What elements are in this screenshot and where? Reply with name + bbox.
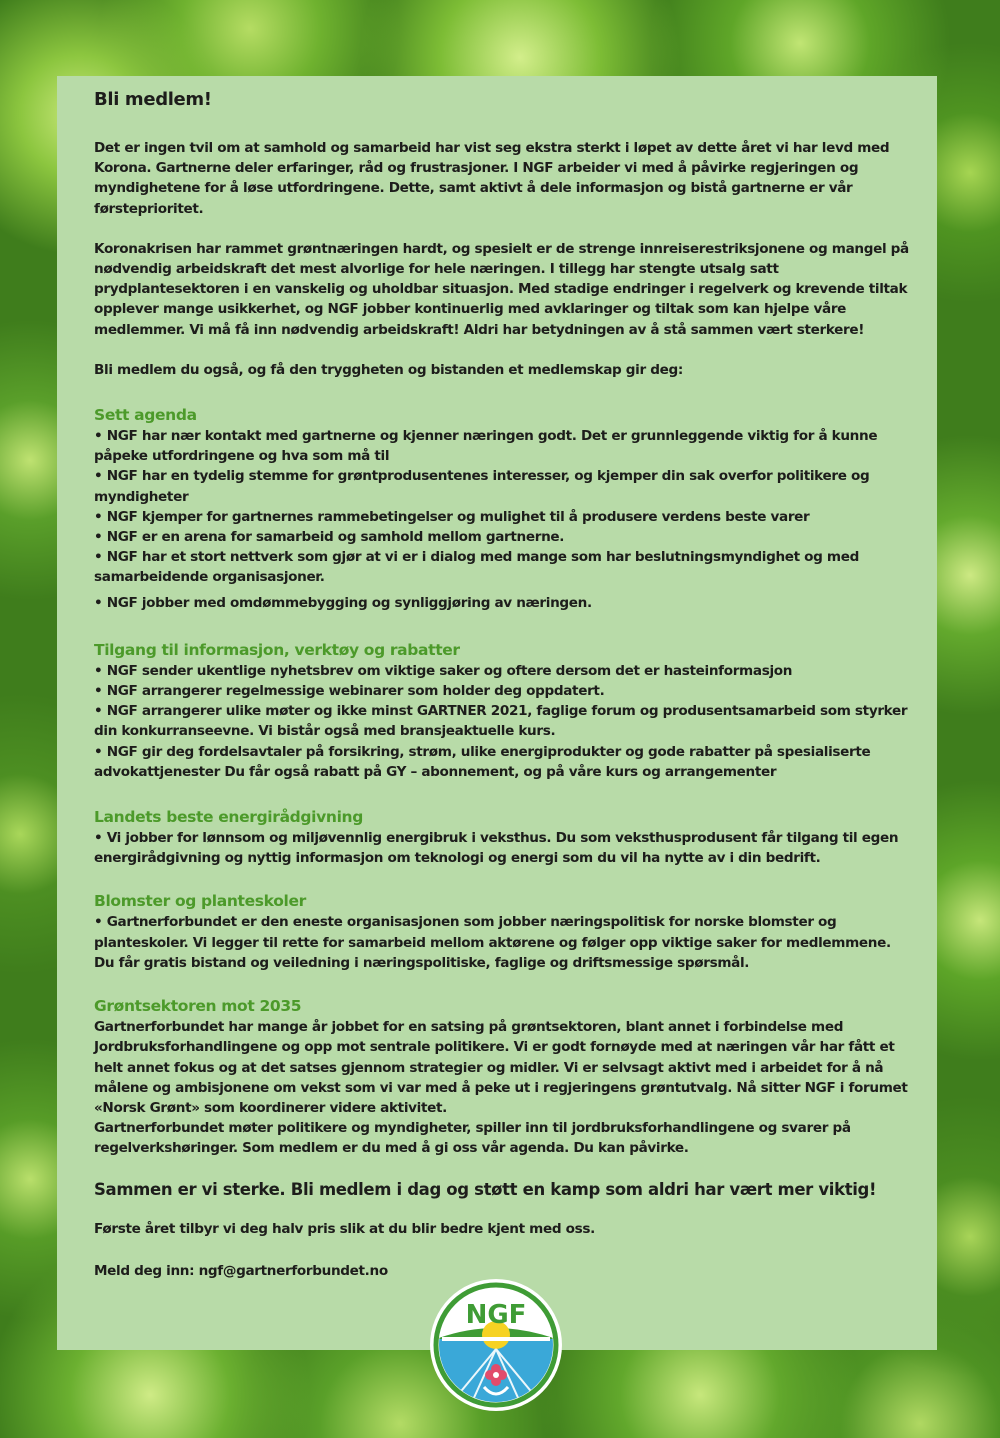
list-item: • NGF sender ukentlige nyhetsbrev om viktige saker og oftere dersom det er hasteinformasjon xyxy=(94,662,793,679)
page-title: Bli medlem! xyxy=(94,89,212,110)
section-heading-agenda: Sett agenda xyxy=(94,406,197,425)
ngf-logo xyxy=(428,1277,564,1413)
section-heading-info: Tilgang til informasjon, verktøy og rabatter xyxy=(94,640,460,659)
info-list xyxy=(94,661,914,782)
signup-email-link[interactable]: Meld deg inn: ngf@gartnerforbundet.no xyxy=(94,1262,388,1279)
agenda-list xyxy=(94,426,914,613)
energy-list xyxy=(94,828,914,868)
offer-text: Første året tilbyr vi deg halv pris slik at du blir bedre kjent med oss. xyxy=(94,1220,595,1237)
section-heading-green2035: Grøntsektoren mot 2035 xyxy=(94,997,302,1016)
membership-article xyxy=(94,88,914,1281)
list-item: • NGF arrangerer ulike møter og ikke minst GARTNER 2021, faglige forum og produsentsamarbeid som styrker din konkurranseevne. Vi bistår også med bransjeaktuelle kurs. xyxy=(94,703,908,740)
list-item: • NGF jobber med omdømmebygging og synliggjøring av næringen. xyxy=(94,594,592,611)
closing-statement: Sammen er vi sterke. Bli medlem i dag og støtt en kamp som aldri har vært mer viktig! xyxy=(94,1179,877,1199)
intro-paragraph: Det er ingen tvil om at samhold og samarbeid har vist seg ekstra sterkt i løpet av dette året vi har levd med Korona. Gartnerne deler erfaringer, råd og frustrasjoner. I NGF arbeider vi med å påvirke regjeringen og myndighetene for å løse utfordringene. Dette, samt aktivt å dele informasjon og bistå gartnerne er vår førsteprioritet. xyxy=(94,140,890,217)
section-heading-energy: Landets beste energirådgivning xyxy=(94,808,363,827)
list-item: • Gartnerforbundet er den eneste organisasjonen som jobber næringspolitisk for norske blomster og planteskoler. Vi legger til rette for samarbeid mellom aktørene og følger opp viktige saker for medlemmene. Du får gratis bistand og veiledning i næringspolitiske, faglige og driftsmessige spørsmål. xyxy=(94,914,891,971)
list-item: • NGF gir deg fordelsavtaler på forsikring, strøm, ulike energiprodukter og gode rabatter på spesialiserte advokattjenester Du får også rabatt på GY – abonnement, og på våre kurs og arrangementer xyxy=(94,743,871,780)
list-item: • NGF kjemper for gartnernes rammebetingelser og mulighet til å produsere verdens beste varer xyxy=(94,508,810,525)
green2035-paragraph: Gartnerforbundet møter politikere og myndigheter, spiller inn til jordbruksforhandlingene og svarer på regelverkshøringer. Som medlem er du med å gi oss vår agenda. Du kan påvirke. xyxy=(94,1120,851,1157)
list-item: • NGF har nær kontakt med gartnerne og kjenner næringen godt. Det er grunnleggende viktig for å kunne påpeke utfordringene og hva som må til xyxy=(94,428,878,465)
ngf-logo-emblem xyxy=(428,1277,564,1413)
list-item: • NGF arrangerer regelmessige webinarer som holder deg oppdatert. xyxy=(94,683,605,700)
green2035-paragraph: Gartnerforbundet har mange år jobbet for en satsing på grøntsektoren, blant annet i forbindelse med Jordbruksforhandlingene og opp mot sentrale politikere. Vi er godt fornøyde med at næringen vår har fått et helt annet fokus og at det satses gjennom strategier og midler. Vi er selvsagt aktivt med i arbeidet for å nå målene og ambisjonene om vekst som vi var med å peke ut i regjeringens grøntutvalg. Nå sitter NGF i forumet «Norsk Grønt» som koordinerer videre aktivitet. xyxy=(94,1019,908,1116)
intro-paragraph: Bli medlem du også, og få den tryggheten og bistanden et medlemskap gir deg: xyxy=(94,361,683,378)
list-item: • NGF har en tydelig stemme for grøntprodusentenes interesser, og kjemper din sak overfor politikere og myndigheter xyxy=(94,468,870,505)
intro-paragraph: Koronakrisen har rammet grøntnæringen hardt, og spesielt er de strenge innreiserestriksjonene og mangel på nødvendig arbeidskraft det mest alvorlige for hele næringen. I tillegg har stengte utsalg satt prydplantesektoren i en vanskelig og uholdbar situasjon. Med stadige endringer i regelverk og krevende tiltak opplever mange usikkerhet, og NGF jobber kontinuerlig med avklaringer og tiltak som kan hjelpe våre medlemmer. Vi må få inn nødvendig arbeidskraft! Aldri har betydningen av å stå sammen vært sterkere! xyxy=(94,240,909,338)
logo-text: NGF xyxy=(465,1300,527,1330)
list-item: • Vi jobber for lønnsom og miljøvennlig energibruk i veksthus. Du som veksthusprodusent får tilgang til egen energirådgivning og nyttig informasjon om teknologi og energi som du vil ha nytte av i din bedrift. xyxy=(94,830,899,867)
list-item: • NGF har et stort nettverk som gjør at vi er i dialog med mange som har beslutningsmyndighet og med samarbeidende organisasjoner. xyxy=(94,549,859,586)
list-item: • NGF er en arena for samarbeid og samhold mellom gartnerne. xyxy=(94,529,565,546)
section-heading-flowers: Blomster og planteskoler xyxy=(94,892,306,911)
flowers-list xyxy=(94,912,914,973)
